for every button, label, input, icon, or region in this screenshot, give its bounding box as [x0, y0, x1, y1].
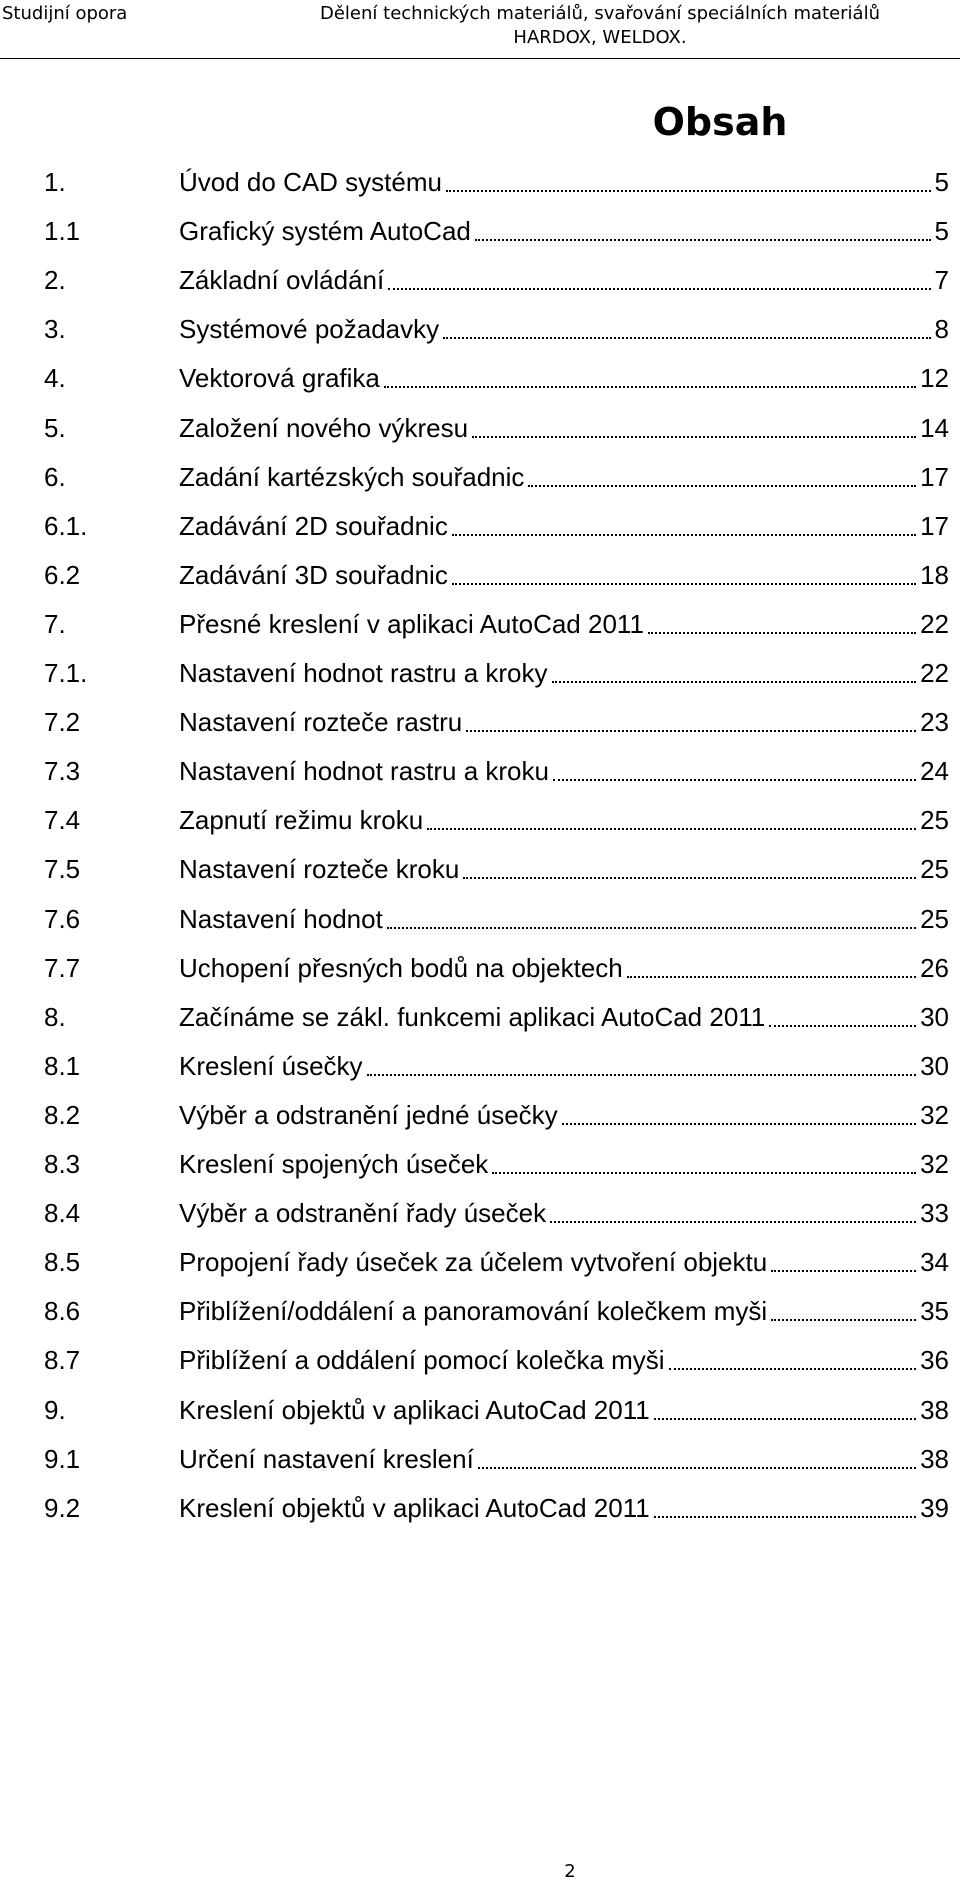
- toc-entry-page: 33: [920, 1198, 949, 1229]
- toc-entry-page: 30: [920, 1050, 949, 1081]
- toc-entry[interactable]: [0, 358, 960, 398]
- toc-entry-line: [179, 1291, 949, 1331]
- toc-entry-page: 25: [920, 903, 949, 934]
- page-number: 2: [564, 1861, 576, 1882]
- toc-entry-title: Zadání kartézských souřadnic: [179, 461, 525, 492]
- toc-entry-number: 1.1: [44, 216, 81, 247]
- toc-entry-page: 17: [920, 461, 949, 492]
- toc-entry-number: 7.4: [44, 805, 81, 836]
- toc-entry[interactable]: [0, 997, 960, 1037]
- toc-entry-number: 8.1: [44, 1050, 81, 1081]
- toc-entry-number: 9.1: [44, 1443, 81, 1474]
- toc-entry[interactable]: [0, 702, 960, 742]
- toc-dot-leader: [648, 632, 916, 634]
- toc-dot-leader: [388, 288, 930, 290]
- toc-entry-line: [179, 506, 949, 546]
- toc-entry-line: [179, 260, 949, 300]
- toc-entry[interactable]: [0, 211, 960, 251]
- toc-dot-leader: [552, 681, 917, 683]
- toc-entry-title: Grafický systém AutoCad: [179, 216, 471, 247]
- toc-entry-title: Systémové požadavky: [179, 314, 440, 345]
- toc-entry-title: Nastavení rozteče kroku: [179, 854, 460, 885]
- toc-entry-title: Kreslení úsečky: [179, 1050, 363, 1081]
- toc-entry-title: Přiblížení/oddálení a panoramování kolečkem myši: [179, 1296, 768, 1327]
- toc-entry[interactable]: [0, 309, 960, 349]
- toc-entry-number: 2.: [44, 265, 66, 296]
- toc-entry-line: [179, 1340, 949, 1380]
- toc-entry-title: Přesné kreslení v aplikaci AutoCad 2011: [179, 608, 644, 639]
- header-right-text: [250, 2, 950, 50]
- toc-entry-page: 5: [934, 216, 949, 247]
- toc-entry-number: 7.2: [44, 707, 81, 738]
- toc-dot-leader: [475, 239, 931, 241]
- toc-entry-line: [179, 1242, 949, 1282]
- toc-entry[interactable]: [0, 1193, 960, 1233]
- toc-entry[interactable]: [0, 1144, 960, 1184]
- toc-entry-title: Nastavení hodnot rastru a kroku: [179, 756, 549, 787]
- toc-entry[interactable]: [0, 1291, 960, 1331]
- toc-entry-page: 7: [934, 265, 949, 296]
- toc-entry[interactable]: [0, 260, 960, 300]
- toc-entry-page: 18: [920, 559, 949, 590]
- toc-entry[interactable]: [0, 653, 960, 693]
- toc-entry-number: 6.1.: [44, 510, 88, 541]
- toc-entry-line: [179, 800, 949, 840]
- toc-dot-leader: [443, 337, 930, 339]
- toc-entry-line: [179, 653, 949, 693]
- toc-dot-leader: [384, 386, 916, 388]
- toc-entry-number: 7.1.: [44, 658, 88, 688]
- toc-entry-page: 32: [920, 1149, 949, 1179]
- header-divider: [0, 58, 960, 59]
- toc-entry-title: Založení nového výkresu: [179, 412, 469, 443]
- toc-entry-title: Uchopení přesných bodů na objektech: [179, 952, 623, 983]
- toc-dot-leader: [654, 1418, 916, 1420]
- toc-entry-line: [179, 1095, 949, 1135]
- toc-dot-leader: [472, 436, 916, 438]
- toc-entry[interactable]: [0, 948, 960, 988]
- toc-dot-leader: [463, 877, 916, 879]
- header-right-line1: Dělení technických materiálů, svařování speciálních materiálů: [320, 3, 880, 24]
- toc-entry-number: 7.7: [44, 952, 81, 983]
- toc-entry-number: 4.: [44, 363, 66, 394]
- toc-entry-page: 34: [920, 1247, 949, 1278]
- toc-entry-page: 35: [920, 1296, 949, 1327]
- toc-entry-number: 6.2: [44, 559, 81, 590]
- toc-entry-line: [179, 948, 949, 988]
- toc-entry-number: 6.: [44, 461, 66, 492]
- toc-entry-number: 9.: [44, 1394, 66, 1425]
- toc-dot-leader: [446, 190, 931, 192]
- toc-entry-line: [179, 1488, 949, 1528]
- toc-entry-title: Určení nastavení kreslení: [179, 1443, 474, 1474]
- toc-dot-leader: [367, 1074, 917, 1076]
- toc-entry-title: Kreslení objektů v aplikaci AutoCad 2011: [179, 1492, 650, 1523]
- toc-entry-title: Úvod do CAD systému: [179, 167, 442, 197]
- header-right-line2: HARDOX, WELDOX.: [513, 27, 687, 48]
- toc-entry-line: [179, 358, 949, 398]
- toc-dot-leader: [771, 1270, 916, 1272]
- toc-dot-leader: [669, 1368, 917, 1370]
- toc-entry[interactable]: [0, 604, 960, 644]
- toc-entry-page: 25: [920, 854, 949, 885]
- toc-entry-number: 7.: [44, 608, 66, 639]
- toc-entry-number: 8.2: [44, 1099, 81, 1130]
- toc-entry[interactable]: [0, 751, 960, 791]
- toc-dot-leader: [562, 1123, 916, 1125]
- toc-entry-page: 5: [934, 167, 949, 197]
- toc-entry-page: 26: [920, 952, 949, 983]
- toc-entry-number: 8.6: [44, 1296, 81, 1327]
- toc-dot-leader: [466, 730, 916, 732]
- toc-entry-page: 14: [920, 412, 949, 443]
- toc-entry-line: [179, 849, 949, 889]
- toc-dot-leader: [627, 976, 916, 978]
- toc-entry[interactable]: [0, 1242, 960, 1282]
- toc-entry-number: 8.7: [44, 1345, 81, 1376]
- toc-entry[interactable]: [0, 408, 960, 448]
- toc-entry-page: 30: [920, 1001, 949, 1032]
- page-title: Obsah: [652, 100, 788, 144]
- toc-entry-number: 7.5: [44, 854, 81, 885]
- toc-entry-number: 8.4: [44, 1198, 81, 1229]
- toc-entry[interactable]: [0, 899, 960, 939]
- toc-entry-number: 8.3: [44, 1149, 81, 1179]
- toc-entry[interactable]: [0, 457, 960, 497]
- toc-entry-number: 9.2: [44, 1492, 81, 1523]
- toc-entry-line: [179, 211, 949, 251]
- toc-entry-line: [179, 1439, 949, 1479]
- toc-entry-title: Nastavení hodnot: [179, 903, 383, 934]
- toc-entry[interactable]: [0, 555, 960, 595]
- toc-entry-title: Zapnutí režimu kroku: [179, 805, 424, 836]
- toc-entry-title: Vektorová grafika: [179, 363, 380, 394]
- toc-dot-leader: [771, 1319, 916, 1321]
- toc-entry-number: 8.: [44, 1001, 66, 1032]
- toc-entry-line: [179, 997, 949, 1037]
- toc-entry-line: [179, 162, 949, 202]
- toc-entry-line: [179, 1390, 949, 1430]
- toc-entry-line: [179, 702, 949, 742]
- toc-dot-leader: [769, 1025, 916, 1027]
- toc-entry-line: [179, 899, 949, 939]
- toc-entry-page: 22: [920, 608, 949, 639]
- toc-entry-line: [179, 309, 949, 349]
- toc-entry[interactable]: [0, 1488, 960, 1528]
- toc-dot-leader: [654, 1516, 916, 1518]
- toc-entry-page: 38: [920, 1394, 949, 1425]
- toc-entry-title: Zadávání 3D souřadnic: [179, 559, 448, 590]
- toc-entry-number: 8.5: [44, 1247, 81, 1278]
- toc-entry-number: 3.: [44, 314, 66, 345]
- toc-entry-page: 39: [920, 1492, 949, 1523]
- toc-entry-title: Nastavení rozteče rastru: [179, 707, 463, 738]
- toc-entry-line: [179, 1144, 949, 1184]
- toc-entry-title: Výběr a odstranění jedné úsečky: [179, 1099, 558, 1130]
- toc-entry-title: Kreslení objektů v aplikaci AutoCad 2011: [179, 1394, 650, 1425]
- toc-dot-leader: [387, 927, 916, 929]
- toc-entry[interactable]: [0, 1095, 960, 1135]
- toc-entry[interactable]: [0, 849, 960, 889]
- toc-entry-line: [179, 604, 949, 644]
- toc-entry-page: 36: [920, 1345, 949, 1376]
- toc-entry-page: 38: [920, 1443, 949, 1474]
- toc-entry-page: 24: [920, 756, 949, 787]
- toc-dot-leader: [452, 583, 916, 585]
- toc-entry-title: Přiblížení a oddálení pomocí kolečka myši: [179, 1345, 665, 1376]
- toc-entry-line: [179, 457, 949, 497]
- toc-entry[interactable]: [0, 800, 960, 840]
- toc-entry-number: 7.3: [44, 756, 81, 787]
- toc-entry[interactable]: [0, 1340, 960, 1380]
- toc-dot-leader: [528, 485, 916, 487]
- toc-entry-number: 1.: [44, 167, 66, 197]
- toc-entry[interactable]: [0, 506, 960, 546]
- toc-entry-line: [179, 1193, 949, 1233]
- toc-entry-line: [179, 1046, 949, 1086]
- toc-entry-title: Výběr a odstranění řady úseček: [179, 1198, 547, 1229]
- toc-entry-title: Zadávání 2D souřadnic: [179, 510, 448, 541]
- toc-entry[interactable]: [0, 1439, 960, 1479]
- toc-entry-title: Kreslení spojených úseček: [179, 1149, 489, 1179]
- toc-dot-leader: [492, 1172, 916, 1174]
- toc-entry-title: Nastavení hodnot rastru a kroky: [179, 658, 548, 688]
- toc-entry-page: 22: [920, 658, 949, 688]
- toc-entry-page: 12: [920, 363, 949, 394]
- toc-entry-page: 25: [920, 805, 949, 836]
- toc-entry-number: 7.6: [44, 903, 81, 934]
- toc-entry-number: 5.: [44, 412, 66, 443]
- toc-entry-page: 8: [934, 314, 949, 345]
- toc-entry[interactable]: [0, 162, 960, 202]
- toc-entry-line: [179, 555, 949, 595]
- toc-entry-title: Propojení řady úseček za účelem vytvoření objektu: [179, 1247, 768, 1278]
- toc-dot-leader: [452, 534, 916, 536]
- toc-entry-page: 32: [920, 1099, 949, 1130]
- toc-dot-leader: [553, 779, 916, 781]
- toc-entry-line: [179, 751, 949, 791]
- toc-entry-page: 23: [920, 707, 949, 738]
- toc-entry-line: [179, 408, 949, 448]
- toc-dot-leader: [550, 1221, 916, 1223]
- toc-entry[interactable]: [0, 1390, 960, 1430]
- toc-entry-title: Začínáme se zákl. funkcemi aplikaci AutoCad 2011: [179, 1001, 766, 1032]
- toc-entry-page: 17: [920, 510, 949, 541]
- toc-entry-title: Základní ovládání: [179, 265, 385, 296]
- header-left-text: Studijní opora: [2, 3, 128, 24]
- toc-dot-leader: [427, 828, 916, 830]
- toc-entry[interactable]: [0, 1046, 960, 1086]
- toc-dot-leader: [478, 1467, 916, 1469]
